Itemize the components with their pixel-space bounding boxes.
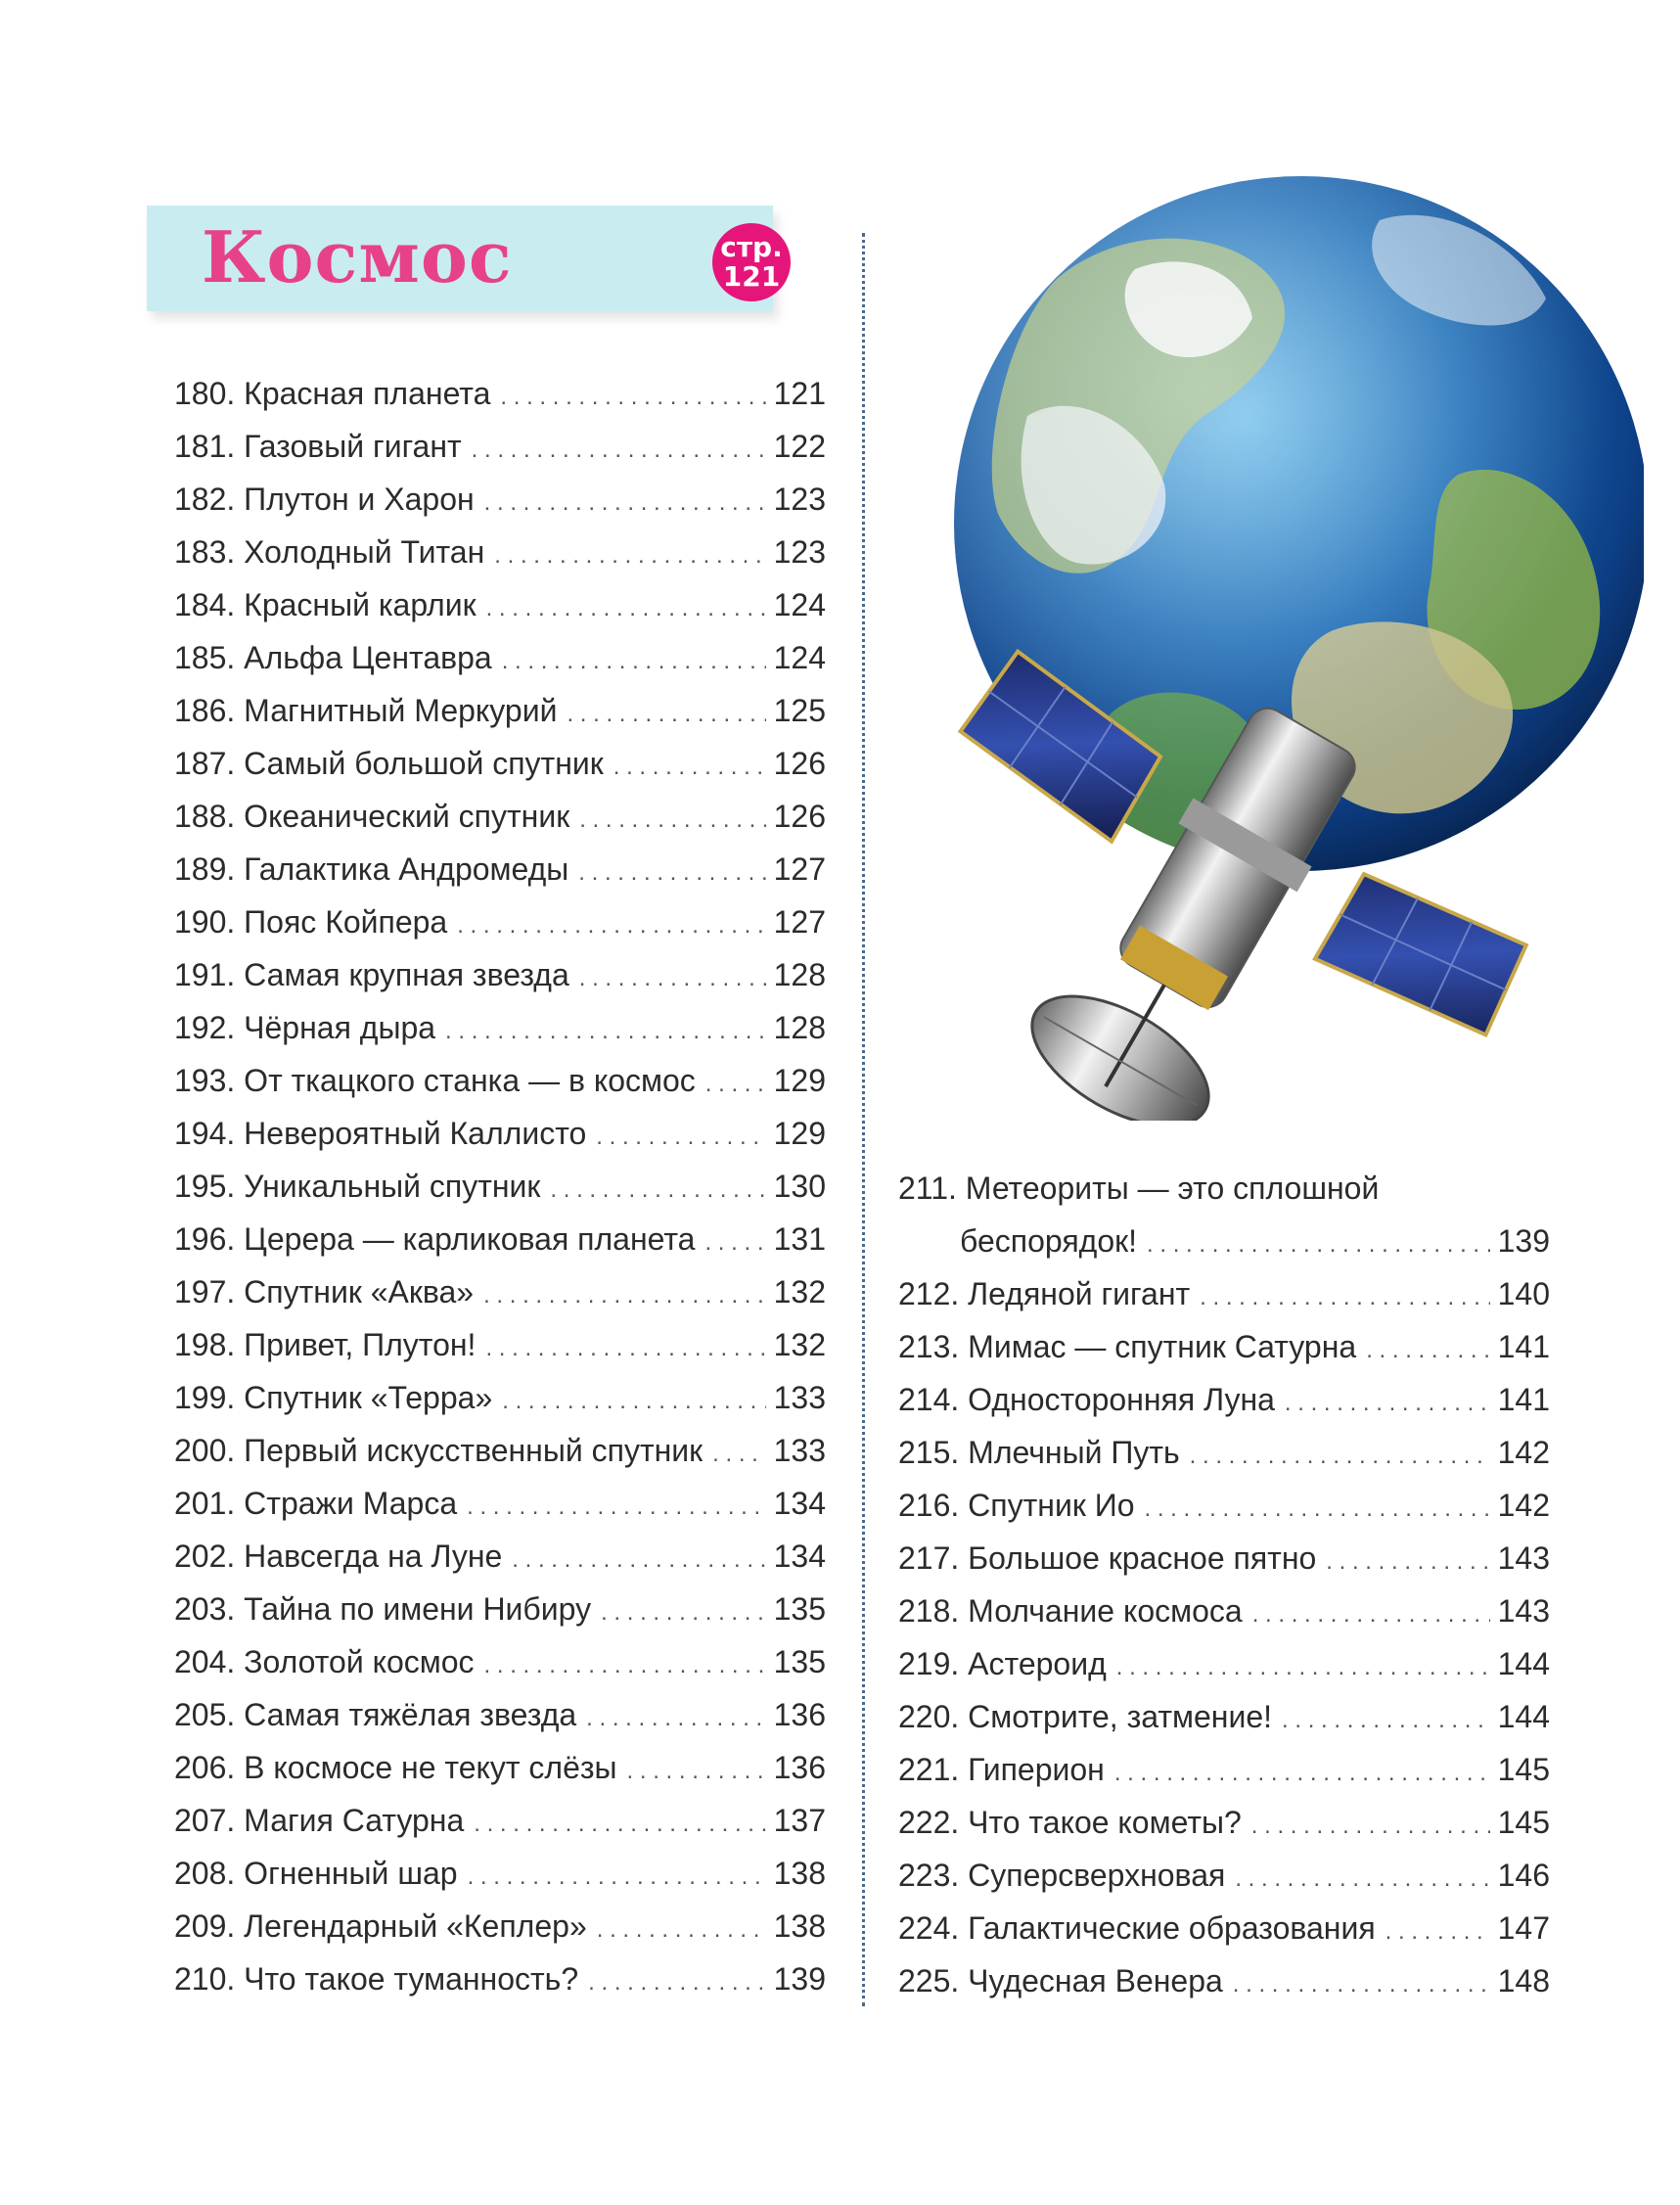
toc-entry-title: 193. От ткацкого станка — в космос <box>174 1063 696 1098</box>
toc-entry-title: 201. Стражи Марса <box>174 1486 458 1521</box>
toc-entry[interactable] <box>174 1635 826 1688</box>
toc-entry-title: 223. Суперсверхновая <box>898 1858 1226 1893</box>
toc-entry-title: 215. Млечный Путь <box>898 1435 1180 1470</box>
toc-entry-title: 213. Мимас — спутник Сатурна <box>898 1329 1357 1364</box>
toc-entry[interactable] <box>174 1847 826 1900</box>
toc-entry-title: 200. Первый искусственный спутник <box>174 1433 704 1468</box>
toc-entry-page: 124 <box>773 587 826 622</box>
toc-entry[interactable] <box>174 631 826 684</box>
toc-entry-page: 129 <box>773 1116 826 1151</box>
toc-entry[interactable] <box>898 1267 1550 1320</box>
toc-entry-title: 210. Что такое туманность? <box>174 1961 579 1997</box>
toc-entry-title: 217. Большое красное пятно <box>898 1540 1317 1576</box>
toc-entry-page: 124 <box>773 640 826 675</box>
toc-entry-page: 131 <box>773 1221 826 1257</box>
toc-entry-title: 202. Навсегда на Луне <box>174 1539 503 1574</box>
toc-leader-dots <box>483 1269 766 1322</box>
toc-entry-page: 144 <box>1497 1699 1550 1734</box>
toc-entry-page: 146 <box>1497 1858 1550 1893</box>
toc-entry-page: 132 <box>773 1327 826 1362</box>
toc-entry-page: 137 <box>773 1803 826 1838</box>
toc-entry-title: 195. Уникальный спутник <box>174 1169 541 1204</box>
toc-entry-page: 121 <box>773 376 826 411</box>
toc-left-column <box>174 367 826 2005</box>
toc-entry-title: 197. Спутник «Аква» <box>174 1274 475 1309</box>
toc-entry[interactable] <box>174 1160 826 1213</box>
toc-entry[interactable] <box>898 1690 1550 1743</box>
toc-entry[interactable] <box>174 1688 826 1741</box>
toc-entry[interactable] <box>174 948 826 1001</box>
toc-entry-page: 127 <box>773 851 826 887</box>
toc-entry-page: 145 <box>1497 1805 1550 1840</box>
toc-entry-title: 198. Привет, Плутон! <box>174 1327 477 1362</box>
toc-entry[interactable] <box>174 1001 826 1054</box>
toc-leader-dots <box>588 1956 765 2009</box>
toc-entry[interactable] <box>174 420 826 473</box>
toc-entry-title: 196. Церера — карликовая планета <box>174 1221 696 1257</box>
toc-entry-page: 133 <box>773 1380 826 1415</box>
toc-leader-dots <box>484 1639 766 1692</box>
toc-entry-title: 218. Молчание космоса <box>898 1593 1243 1629</box>
toc-entry-page: 144 <box>1497 1646 1550 1681</box>
toc-entry[interactable] <box>174 1371 826 1424</box>
toc-entry[interactable] <box>174 790 826 843</box>
toc-entry[interactable] <box>174 1952 826 2005</box>
toc-entry[interactable] <box>898 1902 1550 1954</box>
toc-leader-dots <box>494 529 765 582</box>
toc-entry-title: 212. Ледяной гигант <box>898 1276 1191 1311</box>
toc-entry[interactable] <box>898 1796 1550 1849</box>
toc-entry[interactable] <box>898 1585 1550 1637</box>
toc-entry-page: 139 <box>1497 1223 1550 1259</box>
toc-leader-dots <box>502 1375 765 1428</box>
toc-leader-dots <box>486 582 766 635</box>
toc-entry-page: 141 <box>1497 1382 1550 1417</box>
toc-entry[interactable] <box>174 473 826 526</box>
toc-leader-dots <box>579 952 766 1005</box>
toc-entry[interactable] <box>174 737 826 790</box>
toc-entry[interactable] <box>174 1900 826 1952</box>
toc-entry-title: 186. Магнитный Меркурий <box>174 693 558 728</box>
toc-entry-title: 216. Спутник Ио <box>898 1488 1135 1523</box>
toc-entry[interactable] <box>898 1849 1550 1902</box>
toc-entry-title: 190. Пояс Койпера <box>174 904 448 940</box>
toc-entry-title: 224. Галактические образования <box>898 1910 1376 1946</box>
toc-entry-page: 139 <box>773 1961 826 1997</box>
toc-entry[interactable] <box>174 1424 826 1477</box>
toc-entry-page: 133 <box>773 1433 826 1468</box>
toc-entry-page: 136 <box>773 1697 826 1732</box>
toc-entry[interactable] <box>898 1320 1550 1373</box>
toc-entry-page: 128 <box>773 957 826 992</box>
toc-leader-dots <box>1285 1377 1490 1430</box>
toc-leader-dots <box>485 1322 765 1375</box>
toc-entry[interactable] <box>174 1265 826 1318</box>
toc-leader-dots <box>567 688 765 741</box>
toc-entry-page: 122 <box>773 429 826 464</box>
toc-entry-title: 211. Метеориты — это сплошной <box>898 1171 1380 1206</box>
toc-entry-title: 184. Красный карлик <box>174 587 477 622</box>
toc-leader-dots <box>1200 1271 1489 1324</box>
toc-entry-continuation[interactable] <box>898 1215 1550 1267</box>
toc-entry[interactable] <box>898 1162 1550 1215</box>
toc-leader-dots <box>627 1745 766 1798</box>
toc-leader-dots <box>500 371 765 424</box>
toc-leader-dots <box>1147 1218 1490 1271</box>
toc-entry-page: 135 <box>773 1591 826 1627</box>
toc-leader-dots <box>1366 1324 1489 1377</box>
toc-leader-dots <box>512 1534 765 1586</box>
toc-entry-page: 130 <box>773 1169 826 1204</box>
toc-entry-page: 141 <box>1497 1329 1550 1364</box>
toc-entry[interactable] <box>174 1213 826 1265</box>
toc-leader-dots <box>597 1904 766 1956</box>
toc-leader-dots <box>1251 1800 1490 1853</box>
toc-leader-dots <box>1282 1694 1490 1747</box>
toc-entry-title: 219. Астероид <box>898 1646 1107 1681</box>
toc-entry[interactable] <box>898 1743 1550 1796</box>
toc-leader-dots <box>705 1058 766 1111</box>
toc-entry-title: 183. Холодный Титан <box>174 534 485 570</box>
toc-entry-title: 191. Самая крупная звезда <box>174 957 569 992</box>
toc-entry[interactable] <box>174 1530 826 1583</box>
toc-entry-title: 185. Альфа Центавра <box>174 640 492 675</box>
toc-entry-title: 189. Галактика Андромеды <box>174 851 569 887</box>
page-badge-number: 121 <box>722 260 781 293</box>
toc-entry[interactable] <box>174 684 826 737</box>
toc-entry-page: 148 <box>1497 1963 1550 1998</box>
toc-leader-dots <box>704 1217 765 1269</box>
toc-entry-page: 140 <box>1497 1276 1550 1311</box>
toc-entry-title: 205. Самая тяжёлая звезда <box>174 1697 577 1732</box>
toc-leader-dots <box>484 477 766 529</box>
toc-entry[interactable] <box>174 896 826 948</box>
toc-leader-dots <box>601 1586 766 1639</box>
toc-entry-title: беспорядок! <box>960 1223 1138 1259</box>
toc-right-column <box>898 1162 1550 2007</box>
toc-entry-page: 125 <box>773 693 826 728</box>
toc-entry-title: 220. Смотрите, затмение! <box>898 1699 1273 1734</box>
toc-entry-page: 136 <box>773 1750 826 1785</box>
toc-entry-title: 187. Самый большой спутник <box>174 746 604 781</box>
toc-entry-title: 203. Тайна по имени Нибиру <box>174 1591 592 1627</box>
toc-entry-title: 188. Океанический спутник <box>174 799 570 834</box>
toc-entry-title: 214. Односторонняя Луна <box>898 1382 1275 1417</box>
toc-entry-title: 181. Газовый гигант <box>174 429 462 464</box>
toc-entry-page: 127 <box>773 904 826 940</box>
toc-entry[interactable] <box>898 1426 1550 1479</box>
toc-leader-dots <box>1385 1906 1490 1958</box>
toc-entry-page: 134 <box>773 1539 826 1574</box>
toc-entry[interactable] <box>898 1479 1550 1532</box>
toc-leader-dots <box>457 899 765 952</box>
toc-leader-dots <box>550 1164 765 1217</box>
toc-entry-page: 126 <box>773 799 826 834</box>
toc-entry-title: 206. В космосе не текут слёзы <box>174 1750 617 1785</box>
toc-entry-page: 134 <box>773 1486 826 1521</box>
toc-entry-title: 208. Огненный шар <box>174 1856 458 1891</box>
toc-entry[interactable] <box>174 526 826 578</box>
toc-leader-dots <box>467 1481 766 1534</box>
toc-leader-dots <box>1114 1747 1490 1800</box>
toc-entry[interactable] <box>174 1741 826 1794</box>
toc-entry-page: 142 <box>1497 1488 1550 1523</box>
toc-leader-dots <box>1233 1958 1490 2011</box>
toc-leader-dots <box>586 1692 765 1745</box>
page-badge-label: стр. <box>720 231 783 263</box>
toc-entry-page: 123 <box>773 534 826 570</box>
toc-entry[interactable] <box>174 1107 826 1160</box>
solar-panel-right <box>1315 857 1535 1052</box>
toc-entry-page: 138 <box>773 1908 826 1944</box>
toc-entry-page: 129 <box>773 1063 826 1098</box>
toc-entry-title: 182. Плутон и Харон <box>174 482 475 517</box>
toc-leader-dots <box>474 1798 765 1851</box>
toc-entry[interactable] <box>174 1583 826 1635</box>
toc-leader-dots <box>445 1005 766 1058</box>
toc-entry[interactable] <box>174 578 826 631</box>
toc-leader-dots <box>712 1428 765 1481</box>
toc-entry[interactable] <box>174 843 826 896</box>
toc-leader-dots <box>1235 1853 1489 1906</box>
toc-leader-dots <box>1145 1483 1490 1536</box>
toc-leader-dots <box>596 1111 765 1164</box>
toc-entry-title: 194. Невероятный Каллисто <box>174 1116 587 1151</box>
toc-leader-dots <box>472 424 766 477</box>
toc-leader-dots <box>1326 1536 1489 1588</box>
toc-leader-dots <box>613 741 766 794</box>
toc-entry-title: 192. Чёрная дыра <box>174 1010 436 1045</box>
page-badge <box>712 223 791 301</box>
toc-entry[interactable] <box>898 1954 1550 2007</box>
toc-entry-title: 180. Красная планета <box>174 376 491 411</box>
earth-satellite-illustration <box>910 161 1644 1121</box>
toc-entry-page: 145 <box>1497 1752 1550 1787</box>
toc-entry[interactable] <box>898 1373 1550 1426</box>
toc-entry-title: 204. Золотой космос <box>174 1644 475 1679</box>
toc-entry[interactable] <box>174 1794 826 1847</box>
toc-leader-dots <box>1190 1430 1490 1483</box>
toc-leader-dots <box>1252 1588 1490 1641</box>
toc-entry-page: 138 <box>773 1856 826 1891</box>
toc-entry-title: 209. Легендарный «Кеплер» <box>174 1908 587 1944</box>
toc-entry-page: 143 <box>1497 1593 1550 1629</box>
toc-entry-title: 221. Гиперион <box>898 1752 1105 1787</box>
toc-entry-page: 147 <box>1497 1910 1550 1946</box>
column-divider <box>862 233 865 2006</box>
toc-entry-page: 142 <box>1497 1435 1550 1470</box>
toc-entry-page: 126 <box>773 746 826 781</box>
toc-entry-page: 135 <box>773 1644 826 1679</box>
toc-entry[interactable] <box>174 367 826 420</box>
toc-leader-dots <box>502 635 766 688</box>
toc-leader-dots <box>579 794 765 847</box>
section-banner <box>147 206 783 311</box>
toc-entry[interactable] <box>898 1637 1550 1690</box>
toc-entry[interactable] <box>174 1054 826 1107</box>
toc-entry-title: 225. Чудесная Венера <box>898 1963 1223 1998</box>
toc-leader-dots <box>1116 1641 1490 1694</box>
toc-leader-dots <box>578 847 765 899</box>
toc-entry-page: 123 <box>773 482 826 517</box>
toc-entry-title: 222. Что такое кометы? <box>898 1805 1242 1840</box>
toc-entry-page: 143 <box>1497 1540 1550 1576</box>
toc-entry-page: 132 <box>773 1274 826 1309</box>
toc-entry[interactable] <box>174 1318 826 1371</box>
toc-entry[interactable] <box>898 1532 1550 1585</box>
toc-leader-dots <box>468 1851 766 1904</box>
toc-entry[interactable] <box>174 1477 826 1530</box>
toc-entry-page: 128 <box>773 1010 826 1045</box>
section-title: Космос <box>202 215 513 299</box>
toc-entry-title: 199. Спутник «Терра» <box>174 1380 493 1415</box>
toc-entry-title: 207. Магия Сатурна <box>174 1803 465 1838</box>
